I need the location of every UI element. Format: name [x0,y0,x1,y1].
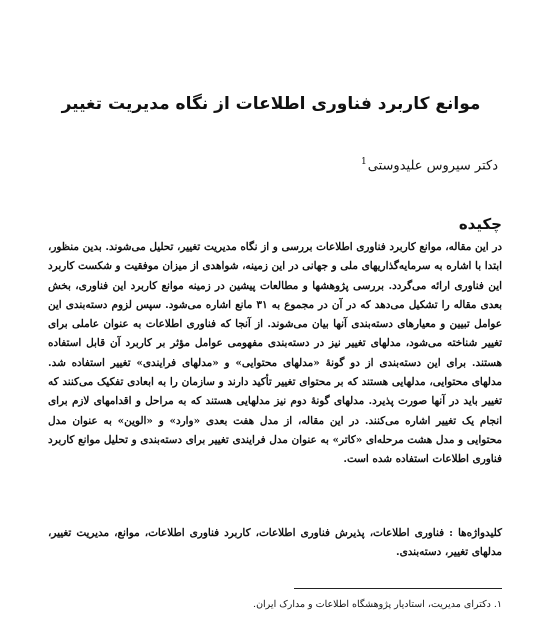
abstract-heading: چکیده [458,215,502,233]
keywords-paragraph [48,524,502,563]
footnote-divider [294,588,502,589]
author-footnote: ۱. دکترای مدیریت، استادیار پژوهشگاه اطلاعات و مدارک ایران. [253,599,502,610]
author-footnote-mark: 1 [361,157,367,167]
author-line [361,153,498,175]
author-name: دکتر سیروس علیدوستی [367,158,498,174]
keywords-label: کلیدواژه‌ها : [449,527,502,539]
paper-title: موانع کاربرد فناوری اطلاعات از نگاه مدیریت تغییر [61,94,481,114]
abstract-body: در این مقاله، موانع کاربرد فناوری اطلاعات بررسی و از نگاه مدیریت تغییر، تحلیل می‌شوند. بدین منظور، ابتدا با اشاره به سرمایه‌گذاریهای ملی و جهانی در این زمینه، شواهدی از میزان موفقیت و شکست کاربرد این فناوری ارائه می‌گردد. بررسی پژوهشها و مطالعات پیشین در زمینه موانع کاربرد این فناوری، بخش بعدی مقاله را تشکیل می‌دهد که در آن در مجموع به ۳۱ مانع اشاره می‌شود. سپس لزوم دسته‌بندی این عوامل تبیین و معیارهای دسته‌بندی آنها بیان می‌شوند. از آنجا که فناوری اطلاعات به عنوان عاملی برای تغییر شناخته می‌شود، مدلهای تغییر نیز در دسته‌بندی مفهومی عوامل مؤثر بر کاربرد آن قابل استفاده هستند. برای این دسته‌بندی از دو گونهٔ «مدلهای محتوایی» و «مدلهای فرایندی» تغییر استفاده شد. مدلهای محتوایی، مدلهایی هستند که بر محتوای تغییر تأکید دارند و سازمان را به ابعادی تفکیک می‌کنند که تغییر باید در آنها صورت پذیرد. مدلهای گونهٔ دوم نیز مدلهایی هستند که به مراحل و اقدامهای لازم برای انجام یک تغییر اشاره می‌کنند. در این مقاله، از مدل هفت بعدی «وارد» و «الوین» به عنوان مدل محتوایی و مدل هشت مرحله‌ای «کاتر» به عنوان مدل فرایندی تغییر برای دسته‌بندی و تحلیل موانع کاربرد فناوری اطلاعات استفاده شده است. [48,241,502,466]
keywords-list: فناوری اطلاعات، پذیرش فناوری اطلاعات، کاربرد فناوری اطلاعات، موانع، مدیریت تغییر، مدلهای تغییر، دسته‌بندی. [48,527,502,559]
